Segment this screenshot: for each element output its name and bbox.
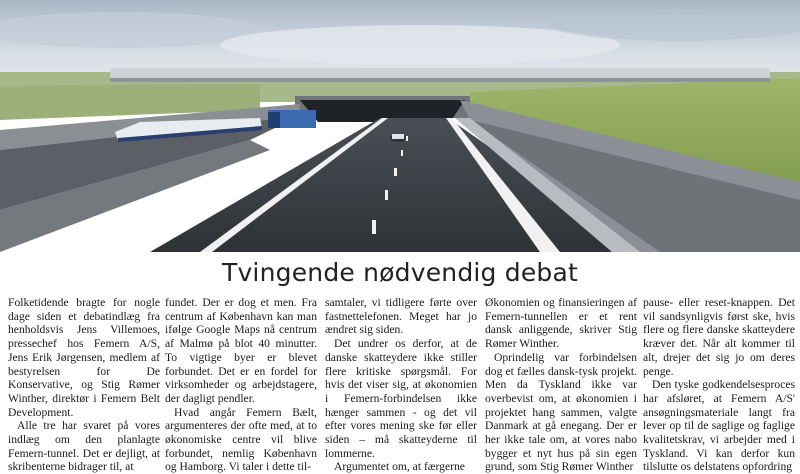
column-2-paragraph-1: fundet. Der er dog et men. Fra centrum af København kan man ifølge Google Maps nå centrum af Malmø på blot 40 minutter. To vigtige byer er blevet forbundet. Det er en fordel for virksomheder og arbejdstagere, der dagligt pendler. <box>165 296 317 405</box>
column-2-paragraph-2: Hvad angår Femern Bælt, argumenteres der ofte med, at to økonomiske centre vil blive forbundet, nemlig København og Hamborg. Vi taler i dette til- <box>165 405 317 474</box>
article-column-5 <box>643 296 795 474</box>
truck <box>268 110 316 128</box>
column-1-paragraph-2: Alle tre har svaret på vores indlæg om den planlagte Femern-tunnel. Det er dejligt, at skribenterne bidrager til, at <box>8 419 160 474</box>
column-4-paragraph-2: Oprindelig var forbindelsen dog et fælles dansk-tysk projekt. Men da Tyskland ikke var overbevist om, at økonomien i projektet hang sammen, valgte Danmark at gå enegang. Der er her ikke tale om, at vores nabo bygger et nyt hus på sin egen grund, som Stig Rømer Winther <box>485 350 637 474</box>
article-column-1 <box>8 296 160 474</box>
column-1-paragraph-1: Folketidende bragte for nogle dage siden et debatindlæg fra henholdsvis Jens Villemoes, pressechef hos Femern A/S, Jens Erik Jørgensen, medlem af bestyrelsen for De Konservative, og Stig Rømer Winther, direktør i Femern Belt Development. <box>8 296 160 419</box>
column-3-paragraph-1: samtaler, vi tidligere førte over fastnettelefonen. Meget har jo ændret sig siden. <box>325 296 477 337</box>
column-3-paragraph-2: Det undrer os derfor, at de danske skatteydere ikke stiller flere kritiske spørgsmål. For hvis det viser sig, at økonomien i Femern-forbindelsen ikke hænger sammen - og det vil efter vores mening ske før eller siden – må skatteyderne til lommerne. <box>325 337 477 460</box>
article-headline: Tvingende nødvendig debat <box>221 258 579 287</box>
column-5-paragraph-1: pause- eller reset-knappen. Det vil sandsynligvis først ske, hvis flere og flere danske skatteydere kræver det. Når alt kommer til alt, drejer det sig jo om deres penge. <box>643 296 795 378</box>
column-4-paragraph-1: Økonomien og finansieringen af Femern-tunnellen er et rent dansk anliggende, skriver Stig Rømer Winther. <box>485 296 637 351</box>
column-5-paragraph-2: Den tyske godkendelsesproces har afsløret, at Femern A/S' ansøgningsmateriale langt fra lever op til de saglige og faglige kvalitetskrav, vi arbejder med i Tyskland. Vi kan derfor kun tilslutte os delstatens opfordring <box>643 378 795 474</box>
article-column-2 <box>165 296 317 474</box>
column-3-paragraph-3: Argumentet om, at færgerne <box>334 460 465 474</box>
article-column-4 <box>485 296 637 474</box>
article-column-3 <box>325 296 477 474</box>
